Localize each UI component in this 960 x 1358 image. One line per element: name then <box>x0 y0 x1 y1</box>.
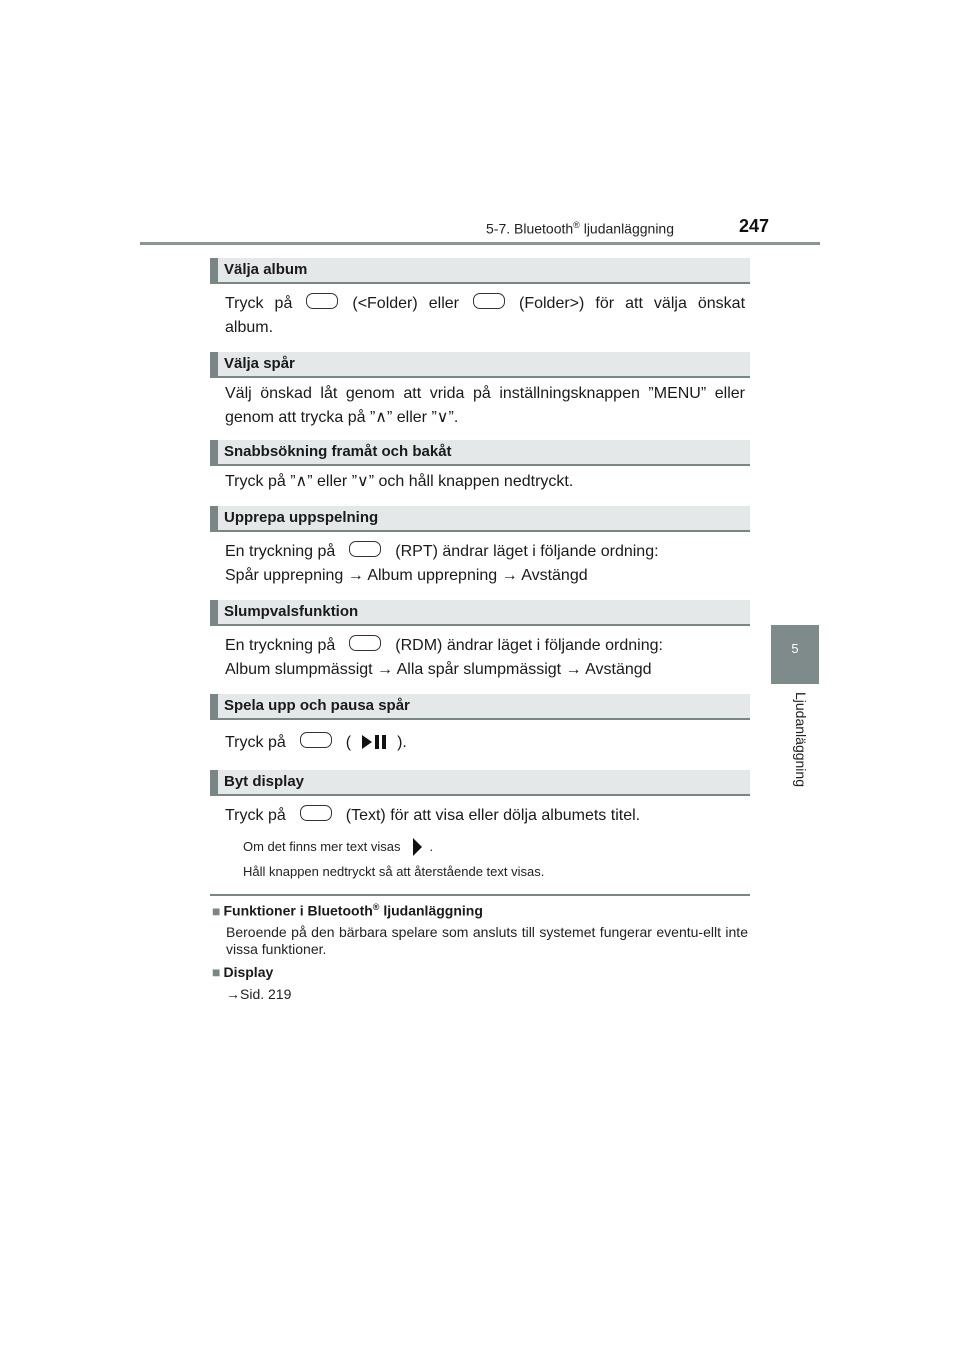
random-text: En tryckning på (RDM) ändrar läget i följande ordning: <box>225 637 663 654</box>
rounded-button-icon <box>300 732 332 748</box>
rounded-button-icon <box>306 293 338 309</box>
rounded-button-icon <box>473 293 505 309</box>
heading-repeat: Upprepa uppspelning <box>210 506 750 532</box>
display-note-1: Om det finns mer text visas . <box>243 839 434 854</box>
chapter-label: Ljudanläggning <box>793 692 809 787</box>
album-text: Tryck på (<Folder) eller (Folder>) för att välja önskat album. <box>225 295 746 336</box>
random-sequence: Album slumpmässigt → Alla spår slumpmässigt → Avstängd <box>225 661 652 678</box>
track-text: Välj önskad låt genom att vrida på inställningsknappen ”MENU” eller genom att trycka på ”∧” eller ”∨”. <box>225 385 745 426</box>
chapter-tab: 5 <box>771 625 819 684</box>
seek-text: Tryck på ”∧” eller ”∨” och håll knappen nedtryckt. <box>225 473 574 490</box>
rounded-button-icon <box>300 805 332 821</box>
section-title: 5-7. Bluetooth® ljudanläggning <box>486 220 675 237</box>
header-rule <box>140 242 820 245</box>
note-body-display: →Sid. 219 <box>226 986 292 1002</box>
note-title-bluetooth: ■ Funktioner i Bluetooth® ljudanläggning <box>212 902 483 919</box>
heading-seek: Snabbsökning framåt och bakåt <box>210 440 750 466</box>
heading-select-track: Välja spår <box>210 352 750 378</box>
display-note-2: Håll knappen nedtryckt så att återstående text visas. <box>243 864 545 879</box>
repeat-text: En tryckning på (RPT) ändrar läget i följande ordning: <box>225 543 659 560</box>
rounded-button-icon <box>349 635 381 651</box>
heading-random: Slumpvalsfunktion <box>210 600 750 626</box>
play-text: Tryck på ( ). <box>225 734 407 751</box>
note-body-bluetooth: Beroende på den bärbara spelare som ansluts till systemet fungerar eventu-ellt inte vissa funktioner. <box>226 924 748 957</box>
heading-display: Byt display <box>210 770 750 796</box>
right-arrow-icon <box>413 838 422 856</box>
heading-play-pause: Spela upp och pausa spår <box>210 694 750 720</box>
repeat-sequence: Spår upprepning → Album upprepning → Avstängd <box>225 567 588 584</box>
heading-select-album: Välja album <box>210 258 750 284</box>
page-number: 247 <box>739 216 770 236</box>
note-title-display: ■ Display <box>212 964 274 980</box>
rounded-button-icon <box>349 541 381 557</box>
display-text: Tryck på (Text) för att visa eller dölja albumets titel. <box>225 807 641 824</box>
notes-divider <box>210 894 750 896</box>
play-pause-icon <box>361 734 387 750</box>
